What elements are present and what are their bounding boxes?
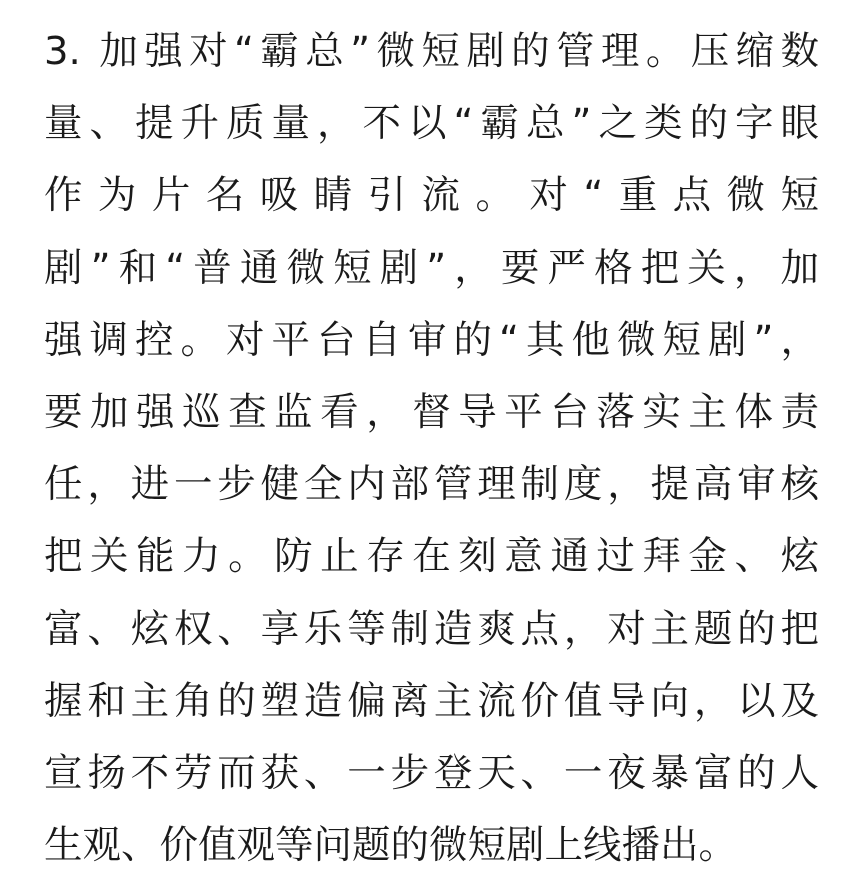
paragraph-line-2: 量、提升质量，不以“霸总”之类的字眼 (44, 101, 819, 147)
paragraph-line-11: 宣扬不劳而获、一步登天、一夜暴富的人 (44, 750, 819, 796)
paragraph-line-1: 3. 加强对“霸总”微短剧的管理。压缩数 (44, 29, 819, 74)
article-body (44, 16, 819, 882)
paragraph-line-10: 握和主角的塑造偏离主流价值导向，以及 (44, 678, 819, 724)
paragraph-line-6: 要加强巡查监看，督导平台落实主体责 (44, 389, 819, 435)
paragraph-line-8: 把关能力。防止存在刻意通过拜金、炫 (44, 534, 819, 580)
paragraph-line-12: 生观、价值观等问题的微短剧上线播出。 (44, 823, 738, 869)
paragraph-line-7: 任，进一步健全内部管理制度，提高审核 (44, 462, 819, 508)
paragraph-line-3: 作为片名吸睛引流。对“重点微短 (44, 173, 819, 219)
paragraph-line-5: 强调控。对平台自审的“其他微短剧”， (44, 317, 819, 363)
paragraph-line-4: 剧”和“普通微短剧”，要严格把关，加 (44, 245, 819, 291)
paragraph-line-9: 富、炫权、享乐等制造爽点，对主题的把 (44, 606, 819, 652)
